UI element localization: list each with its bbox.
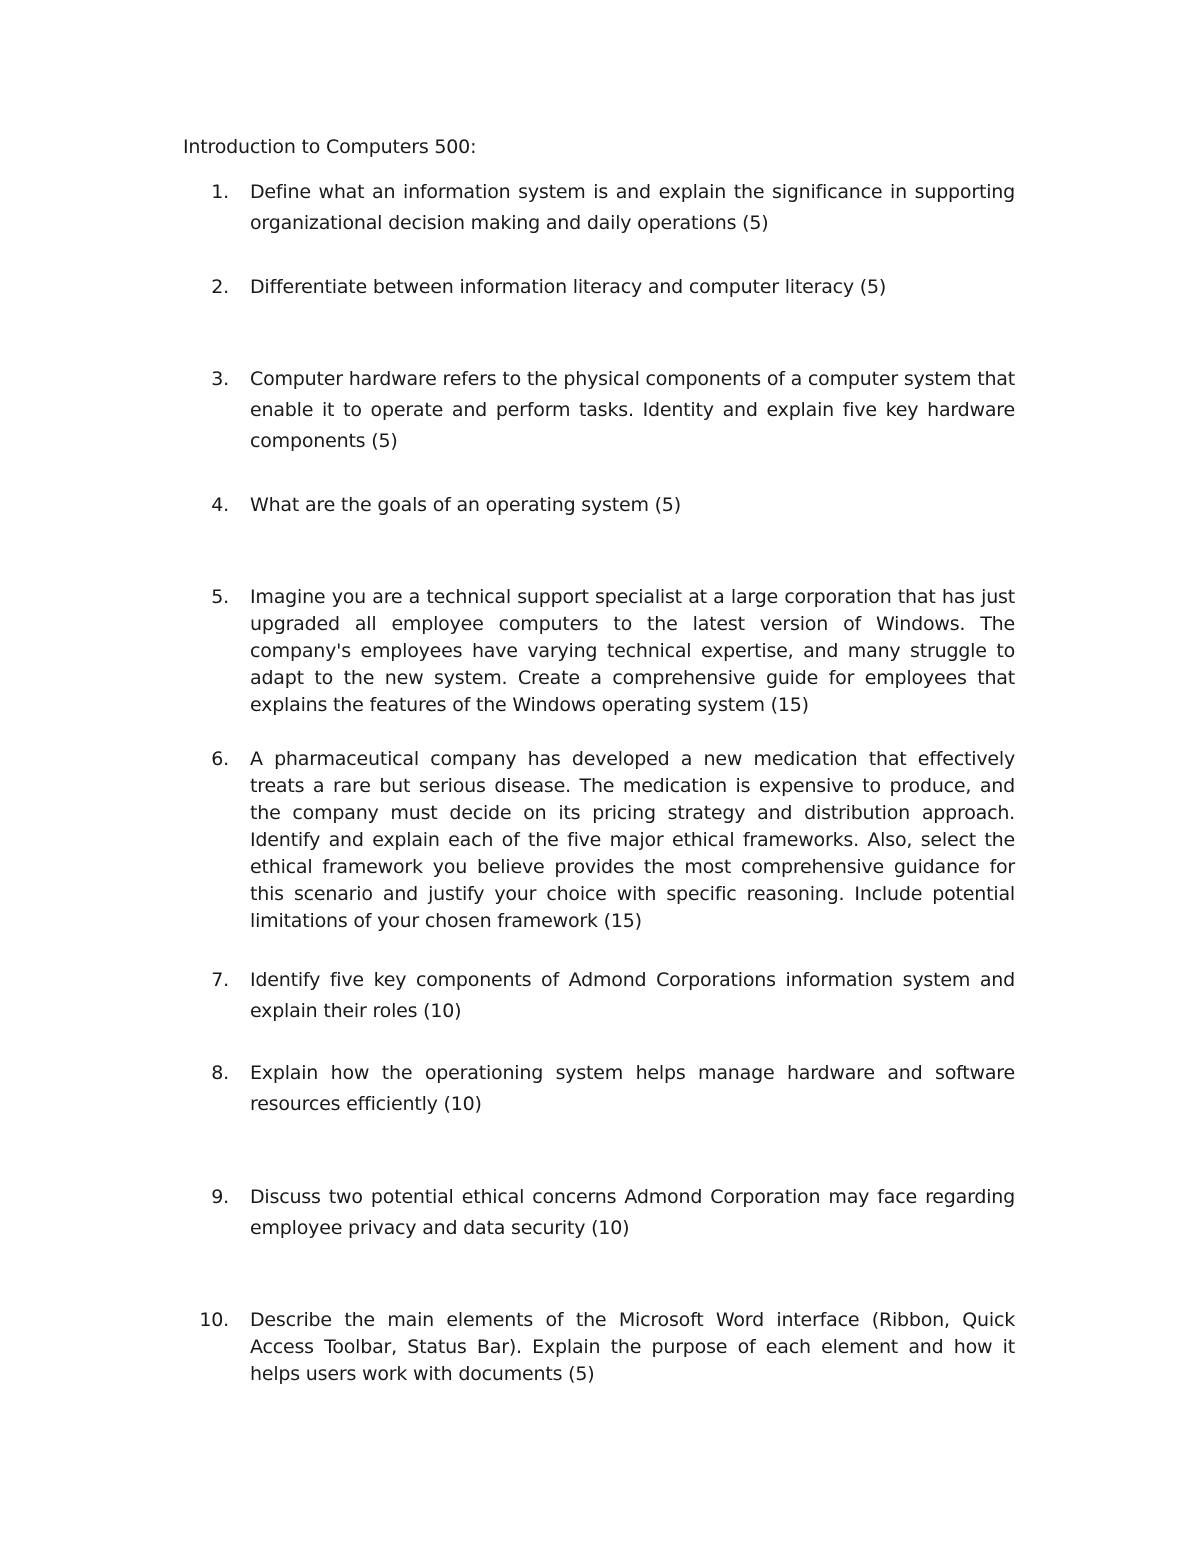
question-item-6 bbox=[183, 746, 1015, 935]
question-item-1 bbox=[183, 177, 1015, 239]
question-number: 1. bbox=[211, 181, 229, 203]
question-item-2 bbox=[183, 272, 1015, 303]
question-text: Imagine you are a technical support specialist at a large corporation that has just upgraded all employee computers to the latest version of Windows. The company's employees have varying technical expertise, and many struggle to adapt to the new system. Create a comprehensive guide for employees that explains the features of the Windows operating system (15) bbox=[250, 586, 1015, 716]
question-text: Computer hardware refers to the physical components of a computer system that enable it to operate and perform tasks. Identity and explain five key hardware components (5) bbox=[250, 368, 1015, 452]
question-text: A pharmaceutical company has developed a new medication that effectively treats a rare but serious disease. The medication is expensive to produce, and the company must decide on its pricing strategy and distribution approach. Identify and explain each of the five major ethical frameworks. Also, select the ethical framework you believe provides the most comprehensive guidance for this scenario and justify your choice with specific reasoning. Include potential limitations of your chosen framework (15) bbox=[250, 748, 1015, 932]
question-text: Define what an information system is and explain the significance in supporting organizational decision making and daily operations (5) bbox=[250, 181, 1015, 234]
question-text: Discuss two potential ethical concerns Admond Corporation may face regarding employee privacy and data security (10) bbox=[250, 1186, 1015, 1239]
document-title: Introduction to Computers 500: bbox=[183, 136, 477, 158]
question-item-5 bbox=[183, 584, 1015, 719]
question-number: 5. bbox=[211, 586, 229, 608]
question-number: 4. bbox=[211, 494, 229, 516]
question-text: Describe the main elements of the Microsoft Word interface (Ribbon, Quick Access Toolbar, Status Bar). Explain the purpose of each element and how it helps users work with documents (5) bbox=[250, 1309, 1015, 1385]
question-item-3 bbox=[183, 364, 1015, 457]
question-number: 2. bbox=[211, 276, 229, 298]
question-text: What are the goals of an operating system (5) bbox=[250, 494, 681, 516]
question-item-8 bbox=[183, 1058, 1015, 1120]
question-number: 9. bbox=[211, 1186, 229, 1208]
question-item-9 bbox=[183, 1182, 1015, 1244]
question-number: 3. bbox=[211, 368, 229, 390]
question-item-4 bbox=[183, 490, 1015, 521]
question-number: 7. bbox=[211, 969, 229, 991]
question-number: 8. bbox=[211, 1062, 229, 1084]
question-text: Explain how the operationing system helps manage hardware and software resources efficiently (10) bbox=[250, 1062, 1015, 1115]
question-number: 10. bbox=[199, 1309, 229, 1331]
question-text: Identify five key components of Admond Corporations information system and explain their roles (10) bbox=[250, 969, 1015, 1022]
question-text: Differentiate between information literacy and computer literacy (5) bbox=[250, 276, 887, 298]
question-item-10 bbox=[183, 1307, 1015, 1388]
question-item-7 bbox=[183, 965, 1015, 1027]
question-number: 6. bbox=[211, 748, 229, 770]
